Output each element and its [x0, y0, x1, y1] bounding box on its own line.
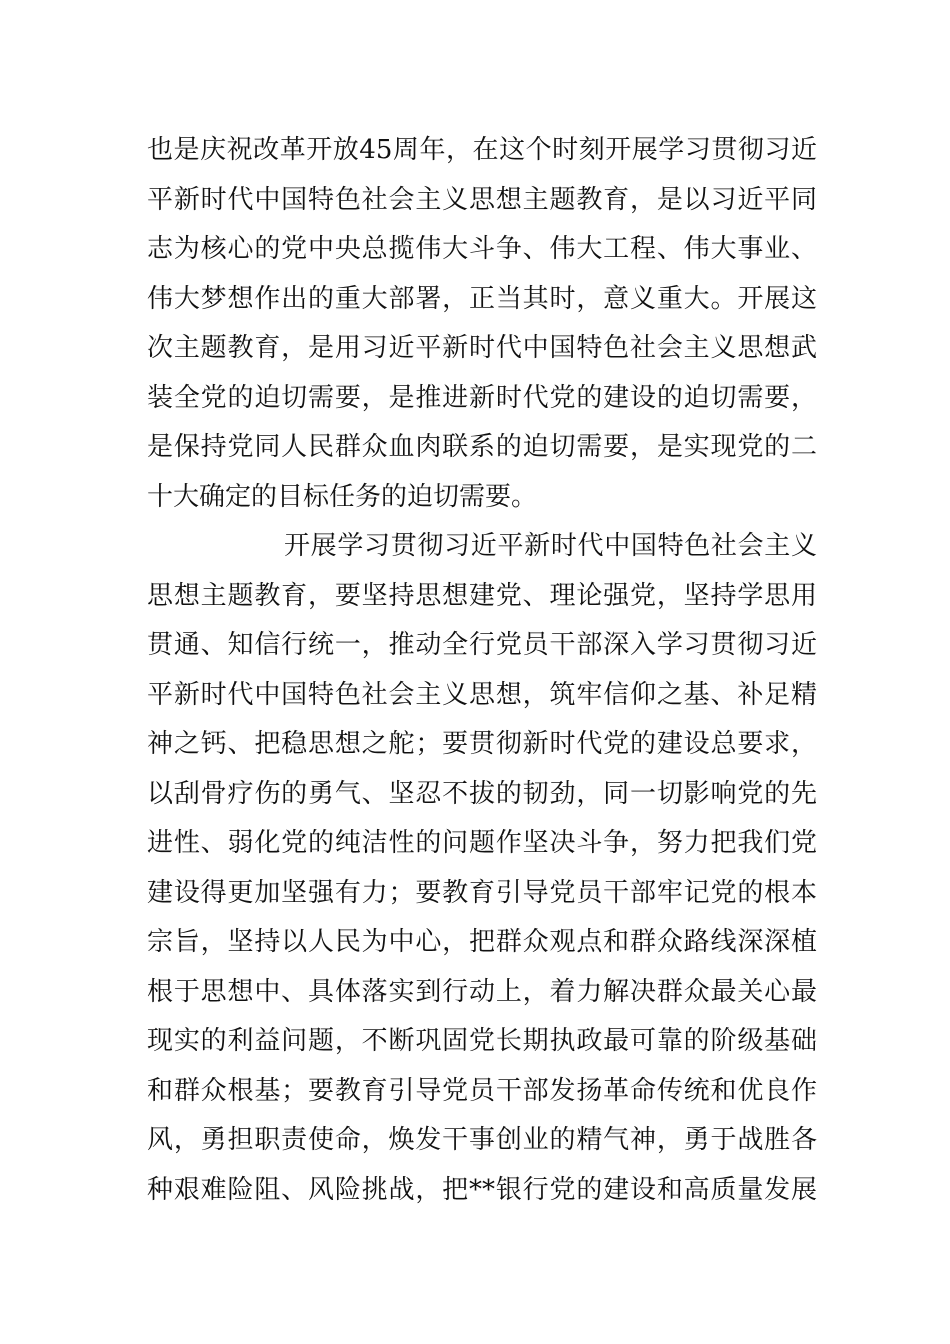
paragraph-2 — [147, 522, 817, 1215]
text-line: 十大确定的目标任务的迫切需要。 — [147, 481, 538, 512]
text-line: 根于思想中、具体落实到行动上，着力解决群众最关心最 — [147, 976, 817, 1007]
text-line: 宗旨，坚持以人民为中心，把群众观点和群众路线深深植 — [147, 927, 817, 957]
text-line: 现实的利益问题，不断巩固党长期执政最可靠的阶级基础 — [147, 1026, 817, 1056]
text-line: 次主题教育，是用习近平新时代中国特色社会主义思想武 — [147, 333, 817, 363]
document-body — [147, 126, 817, 1215]
text-line: 志为核心的党中央总揽伟大斗争、伟大工程、伟大事业、 — [147, 234, 817, 264]
text-line: 神之钙、把稳思想之舵；要贯彻新时代党的建设总要求， — [147, 729, 817, 759]
text-line: 平新时代中国特色社会主义思想主题教育，是以习近平同 — [147, 184, 817, 215]
text-line: 平新时代中国特色社会主义思想，筑牢信仰之基、补足精 — [147, 679, 817, 710]
text-line: 思想主题教育，要坚持思想建党、理论强党，坚持学思用 — [147, 580, 817, 611]
text-line: 以刮骨疗伤的勇气、坚忍不拔的韧劲，同一切影响党的先 — [147, 778, 817, 809]
text-line: 建设得更加坚强有力；要教育引导党员干部牢记党的根本 — [147, 877, 817, 908]
text-line: 进性、弱化党的纯洁性的问题作坚决斗争，努力把我们党 — [147, 828, 817, 858]
text-line: 伟大梦想作出的重大部署，正当其时，意义重大。开展这 — [147, 283, 817, 314]
text-line: 开展学习贯彻习近平新时代中国特色社会主义 — [284, 531, 817, 561]
text-line: 贯通、知信行统一，推动全行党员干部深入学习贯彻习近 — [147, 630, 817, 660]
text-line: 风，勇担职责使命，焕发干事创业的精气神，勇于战胜各 — [147, 1125, 817, 1155]
text-line: 装全党的迫切需要，是推进新时代党的建设的迫切需要， — [147, 382, 817, 413]
text-line: 也是庆祝改革开放45周年，在这个时刻开展学习贯彻习近 — [147, 135, 817, 165]
text-line: 和群众根基；要教育引导党员干部发扬革命传统和优良作 — [147, 1075, 817, 1106]
text-line: 种艰难险阻、风险挑战，把**银行党的建设和高质量发展 — [147, 1174, 817, 1205]
paragraph-1 — [147, 126, 817, 522]
text-line: 是保持党同人民群众血肉联系的迫切需要，是实现党的二 — [147, 432, 817, 462]
